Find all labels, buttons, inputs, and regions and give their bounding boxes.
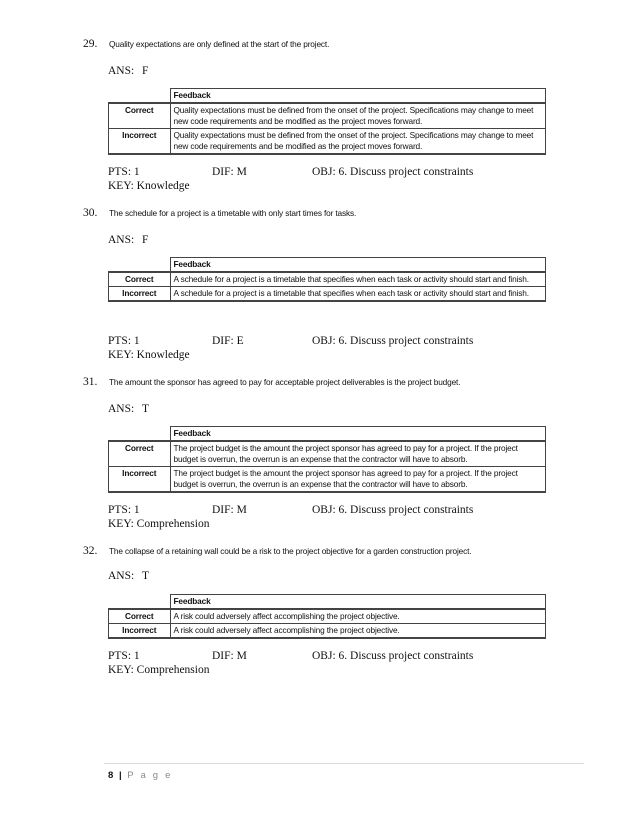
objective: OBJ: 6. Discuss project constraints xyxy=(312,335,474,347)
objective: OBJ: 6. Discuss project constraints xyxy=(312,504,474,516)
footer-divider xyxy=(104,763,584,764)
difficulty: DIF: E xyxy=(212,335,244,347)
feedback-table xyxy=(108,426,546,493)
feedback-table xyxy=(108,594,546,639)
question-number: 29. xyxy=(83,38,98,50)
points: PTS: 1 xyxy=(108,166,140,178)
answer-label: ANS: xyxy=(108,570,135,582)
question-text: The collapse of a retaining wall could be a risk to the project objective for a garden construction project. xyxy=(109,546,472,556)
difficulty: DIF: M xyxy=(212,504,247,516)
keyword: KEY: Knowledge xyxy=(108,180,190,192)
question-number: 31. xyxy=(83,376,98,388)
question-meta xyxy=(108,503,474,531)
question-number: 32. xyxy=(83,545,98,557)
correct-label: Correct xyxy=(109,609,171,624)
correct-feedback: A risk could adversely affect accomplishing the project objective. xyxy=(170,609,546,624)
answer-value: F xyxy=(142,234,149,246)
answer-value: T xyxy=(142,403,150,415)
question-meta xyxy=(108,165,474,193)
question-31 xyxy=(83,376,553,530)
answer xyxy=(108,234,148,246)
correct-label: Correct xyxy=(109,272,171,287)
incorrect-feedback: A schedule for a project is a timetable that specifies when each task or activity should start and finish. xyxy=(170,287,546,302)
question-meta xyxy=(108,649,474,677)
correct-label: Correct xyxy=(109,441,171,467)
incorrect-feedback: A risk could adversely affect accomplishing the project objective. xyxy=(170,624,546,639)
keyword: KEY: Knowledge xyxy=(108,349,190,361)
points: PTS: 1 xyxy=(108,650,140,662)
question-number: 30. xyxy=(83,207,98,219)
answer-label: ANS: xyxy=(108,403,135,415)
page-footer xyxy=(108,770,173,781)
question-text: The schedule for a project is a timetable with only start times for tasks. xyxy=(109,208,357,218)
objective: OBJ: 6. Discuss project constraints xyxy=(312,650,474,662)
objective: OBJ: 6. Discuss project constraints xyxy=(312,166,474,178)
feedback-table xyxy=(108,88,546,155)
keyword: KEY: Comprehension xyxy=(108,518,210,530)
keyword: KEY: Comprehension xyxy=(108,664,210,676)
feedback-header: Feedback xyxy=(170,89,546,104)
question-meta xyxy=(108,334,474,362)
correct-label: Correct xyxy=(109,103,171,129)
feedback-header: Feedback xyxy=(170,595,546,610)
feedback-table xyxy=(108,257,546,302)
feedback-header: Feedback xyxy=(170,258,546,273)
difficulty: DIF: M xyxy=(212,650,247,662)
question-29 xyxy=(83,38,553,192)
footer-separator: | xyxy=(118,770,122,781)
incorrect-label: Incorrect xyxy=(109,467,171,493)
feedback-header: Feedback xyxy=(170,427,546,442)
points: PTS: 1 xyxy=(108,335,140,347)
incorrect-label: Incorrect xyxy=(109,287,171,302)
incorrect-label: Incorrect xyxy=(109,624,171,639)
page-number: 8 xyxy=(108,770,114,781)
answer-label: ANS: xyxy=(108,65,135,77)
question-text: Quality expectations are only defined at the start of the project. xyxy=(109,39,330,49)
correct-feedback: The project budget is the amount the project sponsor has agreed to pay for a project. If the project budget is overrun, the overrun is an expense that the contractor will have to absorb. xyxy=(170,441,546,467)
answer xyxy=(108,65,148,77)
answer-label: ANS: xyxy=(108,234,135,246)
incorrect-feedback: The project budget is the amount the project sponsor has agreed to pay for a project. If the project budget is overrun, the overrun is an expense that the contractor will have to absorb. xyxy=(170,467,546,493)
answer-value: F xyxy=(142,65,149,77)
correct-feedback: A schedule for a project is a timetable that specifies when each task or activity should start and finish. xyxy=(170,272,546,287)
answer xyxy=(108,570,149,582)
question-32 xyxy=(83,545,553,676)
question-30 xyxy=(83,207,553,361)
correct-feedback: Quality expectations must be defined from the onset of the project. Specifications may change to meet new code requirements and be modified as the project moves forward. xyxy=(170,103,546,129)
points: PTS: 1 xyxy=(108,504,140,516)
difficulty: DIF: M xyxy=(212,166,247,178)
page-word: P a g e xyxy=(127,770,173,781)
incorrect-feedback: Quality expectations must be defined from the onset of the project. Specifications may change to meet new code requirements and be modified as the project moves forward. xyxy=(170,129,546,155)
answer xyxy=(108,403,149,415)
answer-value: T xyxy=(142,570,150,582)
question-text: The amount the sponsor has agreed to pay for acceptable project deliverables is the project budget. xyxy=(109,377,461,387)
incorrect-label: Incorrect xyxy=(109,129,171,155)
